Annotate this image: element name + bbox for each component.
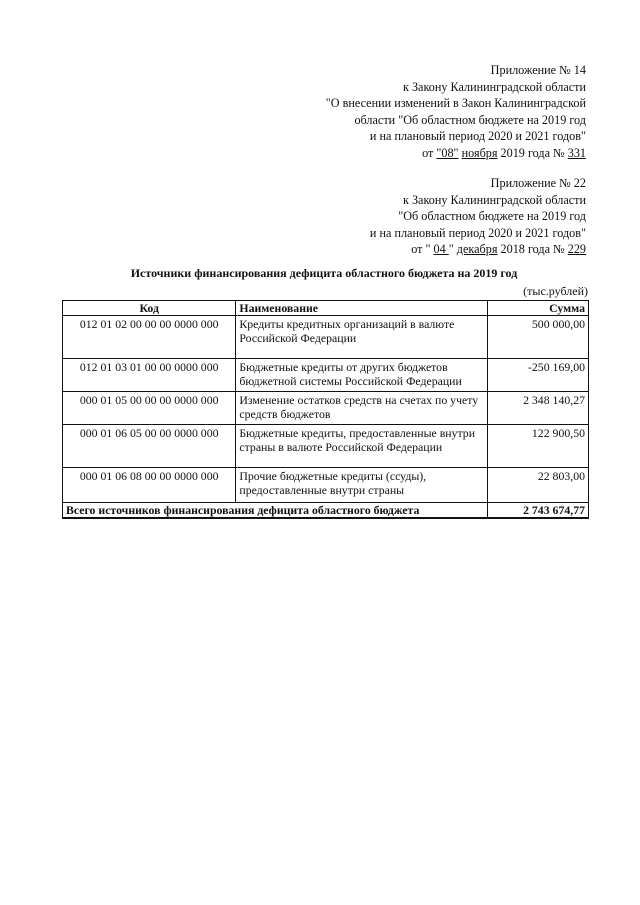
units-note: (тыс.рублей) xyxy=(523,284,588,298)
annex-22-date xyxy=(370,241,586,258)
annex-14-law-title-line3: и на плановый период 2020 и 2021 годов" xyxy=(369,129,586,144)
annex-22-law-ref: к Закону Калининградской области xyxy=(402,192,586,207)
annex-22-law-title-line1: "Об областном бюджете на 2019 год xyxy=(398,209,586,224)
annex-14-number: Приложение № 14 xyxy=(490,63,586,77)
financing-sources-table xyxy=(62,300,589,519)
annex-22-law-number: 229 xyxy=(567,242,586,257)
annex-14-law-title-line2: области "Об областном бюджете на 2019 год xyxy=(354,112,586,127)
row-name: Прочие бюджетные кредиты (ссуды), предоставленные внутри страны xyxy=(236,468,487,503)
row-name: Изменение остатков средств на счетах по учету средств бюджетов xyxy=(236,392,487,425)
annex-22-date-day: 04 xyxy=(433,242,449,257)
row-name: Бюджетные кредиты, предоставленные внутри страны в валюте Российской Федерации xyxy=(236,425,487,468)
row-code: 012 01 02 00 00 00 0000 000 xyxy=(63,316,236,359)
table-row xyxy=(63,468,589,503)
row-sum: 122 900,50 xyxy=(487,425,588,468)
annex-14-header xyxy=(326,62,586,162)
total-label: Всего источников финансирования дефицита областного бюджета xyxy=(63,503,488,519)
row-code: 012 01 03 01 00 00 0000 000 xyxy=(63,359,236,392)
table-row xyxy=(63,359,589,392)
annex-22-date-prefix: от " xyxy=(411,242,434,257)
header-sum: Сумма xyxy=(487,301,588,316)
annex-14-law-number: 331 xyxy=(567,145,586,160)
document-title: Источники финансирования дефицита областного бюджета на 2019 год xyxy=(130,266,518,280)
row-sum: 22 803,00 xyxy=(487,468,588,503)
annex-22-date-year: 2018 года № xyxy=(497,242,568,257)
table-row xyxy=(63,392,589,425)
annex-22-header xyxy=(370,175,586,258)
table-row xyxy=(63,425,589,468)
row-name: Бюджетные кредиты от других бюджетов бюджетной системы Российской Федерации xyxy=(236,359,487,392)
annex-22-law-title-line2: и на плановый период 2020 и 2021 годов" xyxy=(369,225,586,240)
total-sum: 2 743 674,77 xyxy=(487,503,588,519)
row-code: 000 01 06 08 00 00 0000 000 xyxy=(63,468,236,503)
annex-14-date-prefix: от xyxy=(422,145,437,160)
annex-22-date-mid: " xyxy=(448,242,457,257)
annex-22-number: Приложение № 22 xyxy=(490,176,586,190)
annex-14-law-ref: к Закону Калининградской области xyxy=(402,79,586,94)
annex-14-date-year: 2019 года № xyxy=(497,145,568,160)
row-code: 000 01 06 05 00 00 0000 000 xyxy=(63,425,236,468)
table-row xyxy=(63,316,589,359)
table-total-row xyxy=(63,503,589,519)
annex-14-date xyxy=(326,145,586,162)
row-name: Кредиты кредитных организаций в валюте Российской Федерации xyxy=(236,316,487,359)
row-sum: 500 000,00 xyxy=(487,316,588,359)
header-name: Наименование xyxy=(236,301,487,316)
row-sum: 2 348 140,27 xyxy=(487,392,588,425)
annex-14-date-day: "08" xyxy=(436,145,459,160)
annex-14-date-month: ноября xyxy=(461,145,498,160)
annex-14-law-title-line1: "О внесении изменений в Закон Калининградской xyxy=(325,96,586,111)
row-code: 000 01 05 00 00 00 0000 000 xyxy=(63,392,236,425)
annex-22-date-month: декабря xyxy=(456,242,498,257)
row-sum: -250 169,00 xyxy=(487,359,588,392)
header-code: Код xyxy=(63,301,236,316)
table-header-row xyxy=(63,301,589,316)
